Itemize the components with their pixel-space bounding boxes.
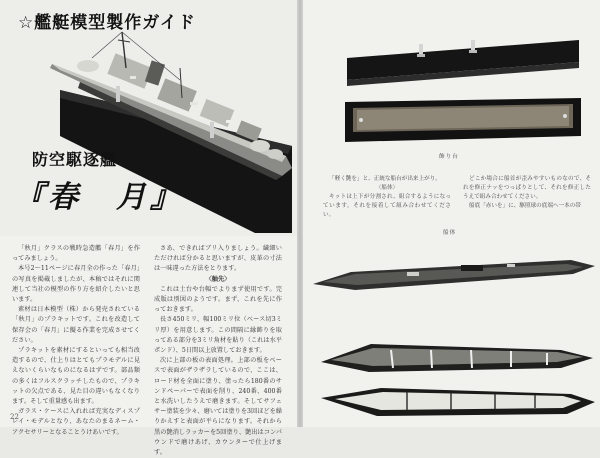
paragraph: 本号2〜11ページに春月全の作った「春月」の写真を掲載しましたが、本稿ではそれに関連して当社の模型の作り方を紹介したいと思います。	[12, 265, 140, 304]
paragraph: これは土台や台幅でよりまず使用です。完成版は別図のようです。まず、これを先に作っておきます。	[154, 285, 282, 314]
paragraph: ガラス・ケースに入れれば充実なディスプレイ・モデルとなり、あなたのまるネーム・アクセサリーとなることうけあいです。	[12, 408, 140, 436]
paragraph: プラキットを素材にするといっても相当改造するので、仕上りはとてもプラモデルに見えないくらいなものになるはずです。部品類の多くはフルスクラッチしたもので、プラキットの欠点である、見た目の違いもなくなります。そして重量感も出ます。	[12, 347, 140, 406]
paragraph: 次に上部の板の表面処理。上部の板をベースで表面がザラザラしているので、ここは、ロード材を全面に塗り、塗ったら180番のサンドペーパーで表面を削り、240番、400番と水洗いしたうえで磨きます。そしてサフェサー塗装を少々、磨いては塗りを3回ほどを繰りかえすと表面が平らになります。それから黒の艶消しラッカーを5回塗り、艶出はコンパウンドで磨けあげ、カウンターで仕上げます。	[154, 357, 282, 457]
hero-area	[0, 0, 297, 236]
photo-caption: 船体	[443, 230, 457, 236]
section-heading: 〈舳先〉	[205, 275, 231, 283]
paragraph: 長さ450ミリ、幅100ミリ位（ベース切3ミリ厚）を用意します。この間隔に縁飾りを取ってある部分を3ミリ角材を貼り（これは水平ポンド）、5日間以上放置しておきます。	[154, 316, 282, 355]
series-title: ☆艦艇模型製作ガイド	[18, 13, 196, 33]
paragraph: さあ、できればブリ入りましょう。繊細いただければ分かると思いますが、皮革の寸法は一味違った方法をとります。	[154, 245, 282, 273]
left-column-1	[12, 244, 140, 438]
right-column-1	[323, 175, 451, 220]
hull-photos	[311, 238, 597, 423]
right-page	[303, 0, 600, 427]
paragraph: 「軽く艶を」と、正統な船台が出来上がり。	[329, 176, 441, 182]
photo-caption: 飾り台	[439, 154, 459, 160]
paragraph: キットは上下が分割され、組合するようになっています。それを接着して組み合わせてください。	[323, 194, 451, 218]
section-heading: 〈船体〉	[375, 185, 399, 191]
page-number: 22	[10, 413, 19, 421]
paragraph: 「秋月」クラスの戦時急造艦「春月」を作ってみましょう。	[12, 245, 140, 263]
right-column-2	[463, 175, 591, 211]
article-subtitle: 防空駆逐艦	[32, 150, 118, 169]
paragraph: 船底「赤いを」に、駆照球の底端へ一本の帯	[469, 203, 581, 209]
paragraph: 素材は日本模型（株）から発売されている「秋月」のプラキットです。これを改造して保存会の「春月」に擬る作業を完成させてください。	[12, 306, 140, 344]
left-page	[0, 0, 297, 457]
ship-name-title: 『春 月』	[14, 180, 184, 215]
left-column-2	[154, 244, 282, 458]
paragraph: どこか場合に船首が歪みやすいものなので、それを修正ナッをつっぱりとして、それを修正したうえで組み合わせてください。	[463, 176, 591, 200]
display-base-photo	[343, 36, 583, 146]
